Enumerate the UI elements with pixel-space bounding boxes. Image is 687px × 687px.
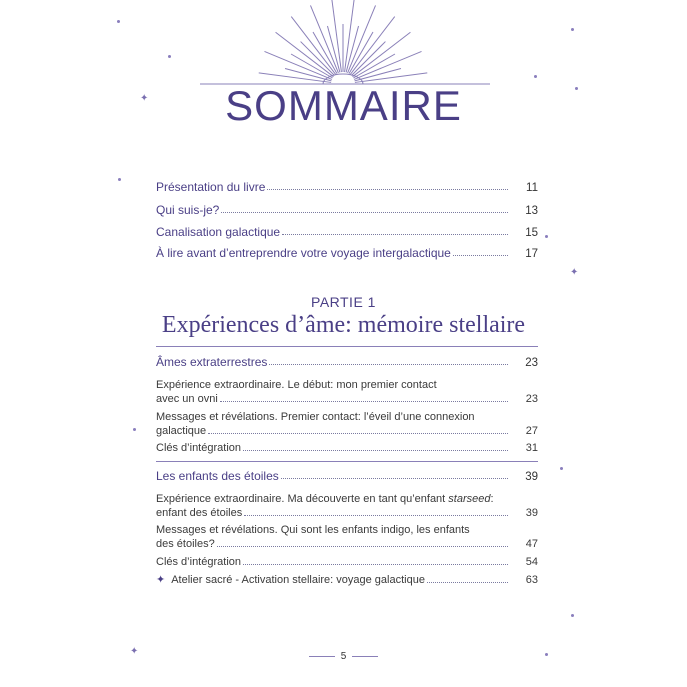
- sparkle-icon: ✦: [140, 93, 149, 104]
- divider: [156, 346, 538, 347]
- toc-entry[interactable]: Qui suis-je? 13: [156, 203, 538, 217]
- star-dot: [534, 75, 537, 78]
- toc-entry[interactable]: Canalisation galactique 15: [156, 225, 538, 239]
- footer-rule: [352, 656, 378, 657]
- toc-subentry[interactable]: Messages et révélations. Qui sont les enfants indigo, les enfants des étoiles? 47: [156, 524, 538, 550]
- star-dot: [118, 178, 121, 181]
- toc-subentry[interactable]: Clés d’intégration 54: [156, 556, 538, 568]
- star-dot: [168, 55, 171, 58]
- star-dot: [560, 467, 563, 470]
- page-title: SOMMAIRE: [225, 82, 462, 129]
- sunburst-ray: [291, 54, 333, 78]
- section-heading[interactable]: Les enfants des étoiles 39: [156, 469, 538, 483]
- sunburst-decoration: [0, 0, 687, 90]
- toc-subentry[interactable]: ✦ Atelier sacré - Activation stellaire: voyage galactique 63: [156, 574, 538, 586]
- sparkle-icon: ✦: [570, 267, 579, 278]
- toc-subentry[interactable]: Messages et révélations. Premier contact: l’éveil d’une connexion galactique 27: [156, 411, 538, 437]
- footer-rule: [309, 656, 335, 657]
- divider: [156, 461, 538, 462]
- star-dot: [545, 235, 548, 238]
- sparkle-icon: ✦: [156, 574, 166, 586]
- star-dot: [133, 428, 136, 431]
- toc-entry[interactable]: À lire avant d’entreprendre votre voyage intergalactique 17: [156, 246, 538, 260]
- toc-subentry[interactable]: Expérience extraordinaire. Ma découverte en tant qu’enfant starseed: enfant des étoiles 39: [156, 493, 538, 519]
- sunburst-ray: [313, 32, 337, 74]
- part-label: PARTIE 1: [311, 294, 376, 310]
- page-footer: [0, 651, 687, 662]
- page-number: 5: [340, 651, 347, 662]
- sunburst-ray: [351, 42, 385, 76]
- section-heading[interactable]: Âmes extraterrestres 23: [156, 355, 538, 369]
- toc-subentry[interactable]: Clés d’intégration 31: [156, 442, 538, 454]
- part-title: Expériences d’âme: mémoire stellaire: [161, 312, 526, 338]
- sunburst-ray: [301, 42, 335, 76]
- toc-entry[interactable]: Présentation du livre 11: [156, 180, 538, 194]
- sunburst-ray: [353, 54, 395, 78]
- sparkle-icon: ✦: [130, 646, 139, 657]
- sunburst-ray: [349, 32, 373, 74]
- star-dot: [117, 20, 120, 23]
- star-dot: [571, 614, 574, 617]
- star-dot: [571, 28, 574, 31]
- toc-subentry[interactable]: Expérience extraordinaire. Le début: mon premier contact avec un ovni 23: [156, 379, 538, 405]
